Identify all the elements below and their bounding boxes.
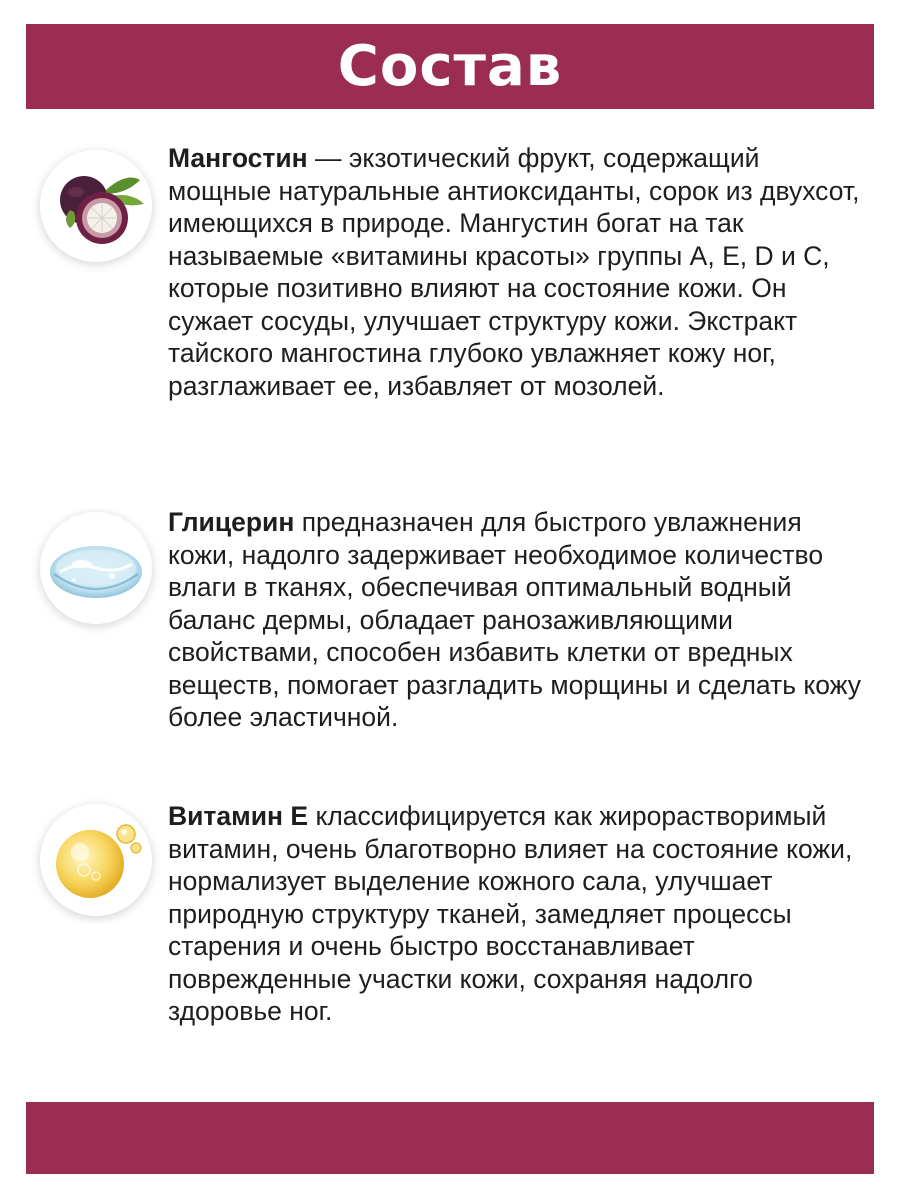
footer-banner: [26, 1102, 874, 1174]
ingredient-text: предназначен для быстрого увлажнения кожи, надолго задерживает необходимое количество влаги в тканях, обеспечивая оптимальный водный баланс дермы, обладает ранозаживляющими свойствами, способен избавить клетки от вредных веществ, помогает разгладить морщины и сделать кожу более эластичной.: [168, 507, 861, 732]
ingredient-name: Мангостин: [168, 143, 308, 173]
ingredient-name: Глицерин: [168, 507, 295, 537]
ingredient-description: [168, 506, 868, 734]
ingredient-text: — экзотический фрукт, содержащий мощные натуральные антиоксиданты, сорок из двухсот, имеющихся в природе. Мангустин богат на так называемые «витамины красоты» группы А, Е, D и С, которые позитивно влияют на состояние кожи. Он сужает сосуды, улучшает структуру кожи. Экстракт тайского мангостина глубоко увлажняет кожу ног, разглаживает ее, избавляет от мозолей.: [168, 143, 860, 401]
ingredient-description: [168, 142, 868, 402]
vitamin-e-oil-icon: [40, 804, 152, 916]
glycerin-drop-icon: [40, 512, 152, 624]
ingredient-text: классифицируется как жирорастворимый витамин, очень благотворно влияет на состояние кожи, нормализует выделение кожного сала, улучшает природную структуру тканей, замедляет процессы старения и очень быстро восстанавливает поврежденные участки кожи, сохраняя надолго здоровье ног.: [168, 801, 853, 1026]
mangosteen-icon: [40, 150, 152, 262]
ingredient-description: [168, 800, 868, 1028]
page-title: Состав: [337, 34, 563, 99]
header-banner: [26, 24, 874, 109]
ingredient-name: Витамин Е: [168, 801, 309, 831]
